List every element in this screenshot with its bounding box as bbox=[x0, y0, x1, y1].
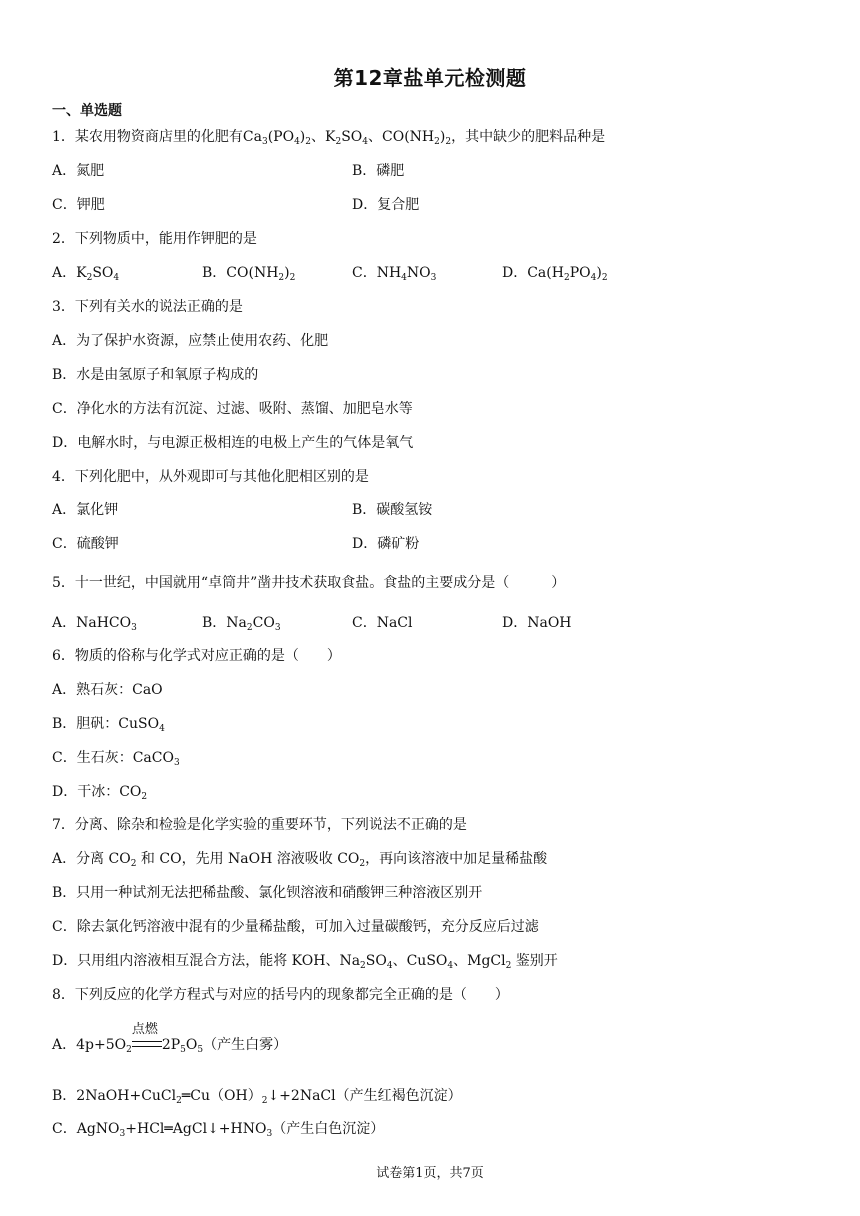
question-3-stem: 3．下列有关水的说法正确的是 bbox=[52, 299, 243, 315]
question-1-option-a: A．氮肥 bbox=[52, 163, 105, 179]
question-6-stem: 6．物质的俗称与化学式对应正确的是（ ） bbox=[52, 648, 341, 664]
question-1-stem: 1．某农用物资商店里的化肥有$Ca_3(PO_4)_2$、$K_2SO_4$、$CO(NH_2)_2$，其中缺少的肥料品种是 bbox=[52, 129, 606, 147]
question-2-option-a: A．$K_2SO_4$ bbox=[52, 265, 120, 283]
question-8-stem: 8．下列反应的化学方程式与对应的括号内的现象都完全正确的是（ ） bbox=[52, 987, 509, 1003]
question-7-option-d: D．只用组内溶液相互混合方法，能将 KOH、$Na_2SO_4$、CuSO$_4$、MgCl$_2$ 鉴别开 bbox=[52, 953, 558, 971]
page-footer: 试卷第1页，共7页 bbox=[376, 1166, 484, 1181]
question-4-option-c: C．硫酸钾 bbox=[52, 536, 119, 552]
reaction-arrow bbox=[131, 1022, 162, 1052]
question-6-option-b: B．胆矾：CuSO$_4$ bbox=[52, 716, 165, 734]
question-3-option-b: B．水是由氢原子和氧原子构成的 bbox=[52, 367, 259, 383]
question-5-option-a: A．NaHCO$_3$ bbox=[52, 615, 137, 633]
reaction-condition: 点燃 bbox=[131, 1022, 158, 1037]
question-1-option-c: C．钾肥 bbox=[52, 197, 105, 213]
question-4-option-b: B．碳酸氢铵 bbox=[352, 502, 433, 518]
question-6-option-c: C．生石灰：CaCO$_3$ bbox=[52, 750, 180, 768]
question-7-option-c: C．除去氯化钙溶液中混有的少量稀盐酸，可加入过量碳酸钙，充分反应后过滤 bbox=[52, 919, 539, 935]
question-8-option-c: C．$AgNO_3+HCl═AgCl↓+HNO_3$（产生白色沉淀） bbox=[52, 1121, 385, 1139]
question-2-option-b: B．$CO(NH_2)_2$ bbox=[202, 265, 296, 283]
question-2-option-c: C．$NH_4NO_3$ bbox=[352, 265, 437, 283]
question-6-option-a: A．熟石灰：CaO bbox=[52, 682, 163, 698]
section-heading: 一、单选题 bbox=[52, 103, 122, 119]
question-3-option-c: C．净化水的方法有沉淀、过滤、吸附、蒸馏、加肥皂水等 bbox=[52, 401, 413, 417]
page-title: 第12章盐单元检测题 bbox=[333, 66, 527, 90]
question-7-option-a: A．分离 $CO_2$ 和 CO，先用 NaOH 溶液吸收 $CO_2$，再向该溶液中加足量稀盐酸 bbox=[52, 851, 548, 869]
question-2-option-d: D．$Ca(H_2PO_4)_2$ bbox=[502, 265, 608, 283]
question-4-option-a: A．氯化钾 bbox=[52, 502, 119, 518]
question-4-option-d: D．磷矿粉 bbox=[352, 536, 420, 552]
question-2-stem: 2．下列物质中，能用作钾肥的是 bbox=[52, 231, 257, 247]
question-6-option-d: D．干冰：$CO_2$ bbox=[52, 784, 148, 802]
question-1-option-b: B．磷肥 bbox=[352, 163, 405, 179]
question-8-option-a: A．$4p+5O_2$ 点燃 $2P_5O_5$（产生白雾） bbox=[52, 1022, 288, 1055]
question-7-option-b: B．只用一种试剂无法把稀盐酸、氯化钡溶液和硝酸钾三种溶液区别开 bbox=[52, 885, 483, 901]
question-3-option-d: D．电解水时，与电源正极相连的电极上产生的气体是氧气 bbox=[52, 435, 414, 451]
question-5-option-d: D．NaOH bbox=[502, 615, 572, 631]
question-5-option-c: C．NaCl bbox=[352, 615, 413, 631]
question-5-stem: 5．十一世纪，中国就用“卓筒井”凿井技术获取食盐。食盐的主要成分是（ ） bbox=[52, 575, 566, 591]
question-4-stem: 4．下列化肥中，从外观即可与其他化肥相区别的是 bbox=[52, 469, 369, 485]
question-5-option-b: B．$Na_2CO_3$ bbox=[202, 615, 281, 633]
question-3-option-a: A．为了保护水资源，应禁止使用农药、化肥 bbox=[52, 333, 329, 349]
question-8-option-b: B．$2NaOH+CuCl_2═Cu(OH)_2↓+2NaCl$（产生红褐色沉淀） bbox=[52, 1088, 462, 1106]
question-1-option-d: D．复合肥 bbox=[352, 197, 420, 213]
question-7-stem: 7．分离、除杂和检验是化学实验的重要环节，下列说法不正确的是 bbox=[52, 817, 467, 833]
